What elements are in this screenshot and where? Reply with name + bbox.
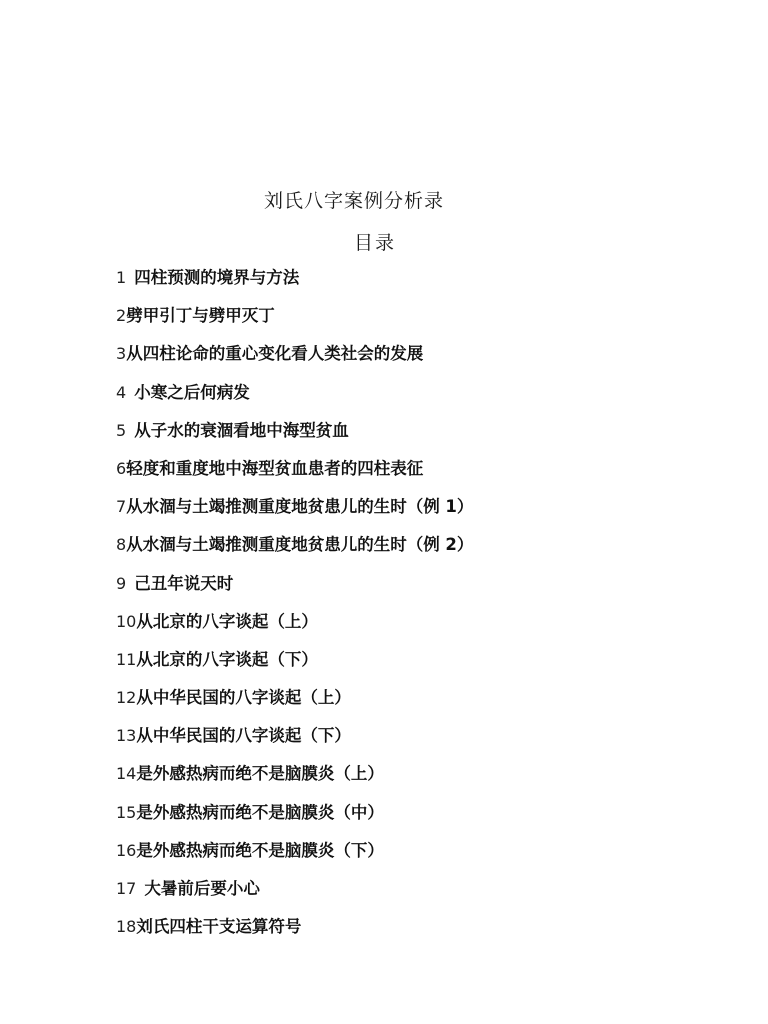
- toc-heading: 目录: [353, 232, 396, 254]
- toc-entry-number: 16: [116, 840, 137, 860]
- toc-entry-title: 是外感热病而绝不是脑膜炎（上）: [136, 764, 384, 784]
- toc-entry-title: 劈甲引丁与劈甲灭丁: [126, 306, 275, 326]
- toc-entry-number: 7: [116, 497, 127, 517]
- toc-entry-number: 1: [116, 268, 127, 287]
- toc-entry: [116, 419, 473, 457]
- toc-entry: [116, 266, 473, 304]
- toc-entry-number: 9: [116, 573, 127, 593]
- toc-entry-title: 从北京的八字谈起（下）: [136, 649, 318, 669]
- toc-entry-number: 10: [116, 611, 137, 631]
- toc-entry: [116, 533, 473, 571]
- toc-entry-number: 2: [116, 306, 127, 326]
- toc-list: [116, 266, 473, 953]
- toc-entry: [116, 839, 473, 877]
- toc-entry-title: 从中华民国的八字谈起（上）: [136, 688, 351, 708]
- toc-entry: [116, 495, 473, 533]
- toc-entry: [116, 686, 473, 724]
- toc-entry-number: 11: [116, 649, 137, 669]
- toc-entry: [116, 915, 473, 953]
- toc-entry-number: 18: [116, 917, 137, 937]
- toc-entry: [116, 457, 473, 495]
- toc-entry-title: 轻度和重度地中海型贫血患者的四柱表征: [126, 458, 424, 478]
- toc-entry-number: 6: [116, 458, 127, 478]
- toc-entry-number: 3: [116, 344, 127, 364]
- toc-entry: [116, 304, 473, 342]
- toc-entry: [116, 801, 473, 839]
- toc-entry-title: 己丑年说天时: [134, 573, 234, 593]
- toc-entry-title: 从水涸与土竭推测重度地贫患儿的生时（例 2）: [126, 535, 474, 555]
- toc-entry: [116, 724, 473, 762]
- toc-entry: [116, 877, 473, 915]
- toc-entry-number: 14: [116, 764, 137, 784]
- toc-entry-title: 小寒之后何病发: [134, 382, 250, 402]
- toc-entry-title: 从中华民国的八字谈起（下）: [136, 726, 351, 746]
- toc-entry: [116, 342, 473, 380]
- toc-entry-title: 是外感热病而绝不是脑膜炎（中）: [136, 802, 384, 822]
- toc-entry: [116, 762, 473, 800]
- toc-entry-number: 12: [116, 688, 137, 708]
- toc-entry-title: 是外感热病而绝不是脑膜炎（下）: [136, 840, 384, 860]
- toc-entry-number: 17: [116, 879, 137, 898]
- toc-entry-number: 4: [116, 382, 127, 402]
- toc-entry-title: 从四柱论命的重心变化看人类社会的发展: [126, 344, 424, 364]
- toc-entry: [116, 610, 473, 648]
- toc-entry-number: 13: [116, 726, 137, 746]
- toc-entry-number: 5: [116, 420, 127, 440]
- toc-entry: [116, 648, 473, 686]
- toc-entry-title: 四柱预测的境界与方法: [134, 268, 300, 287]
- toc-entry-number: 15: [116, 802, 137, 822]
- toc-entry-title: 大暑前后要小心: [144, 879, 260, 898]
- toc-entry-title: 从北京的八字谈起（上）: [136, 611, 318, 631]
- toc-entry: [116, 381, 473, 419]
- toc-entry: [116, 572, 473, 610]
- document-title: 刘氏八字案例分析录: [263, 190, 444, 212]
- toc-entry-title: 从水涸与土竭推测重度地贫患儿的生时（例 1）: [126, 497, 474, 517]
- toc-entry-title: 从子水的衰涸看地中海型贫血: [134, 420, 349, 440]
- toc-entry-title: 刘氏四柱干支运算符号: [136, 917, 302, 937]
- toc-entry-number: 8: [116, 535, 127, 555]
